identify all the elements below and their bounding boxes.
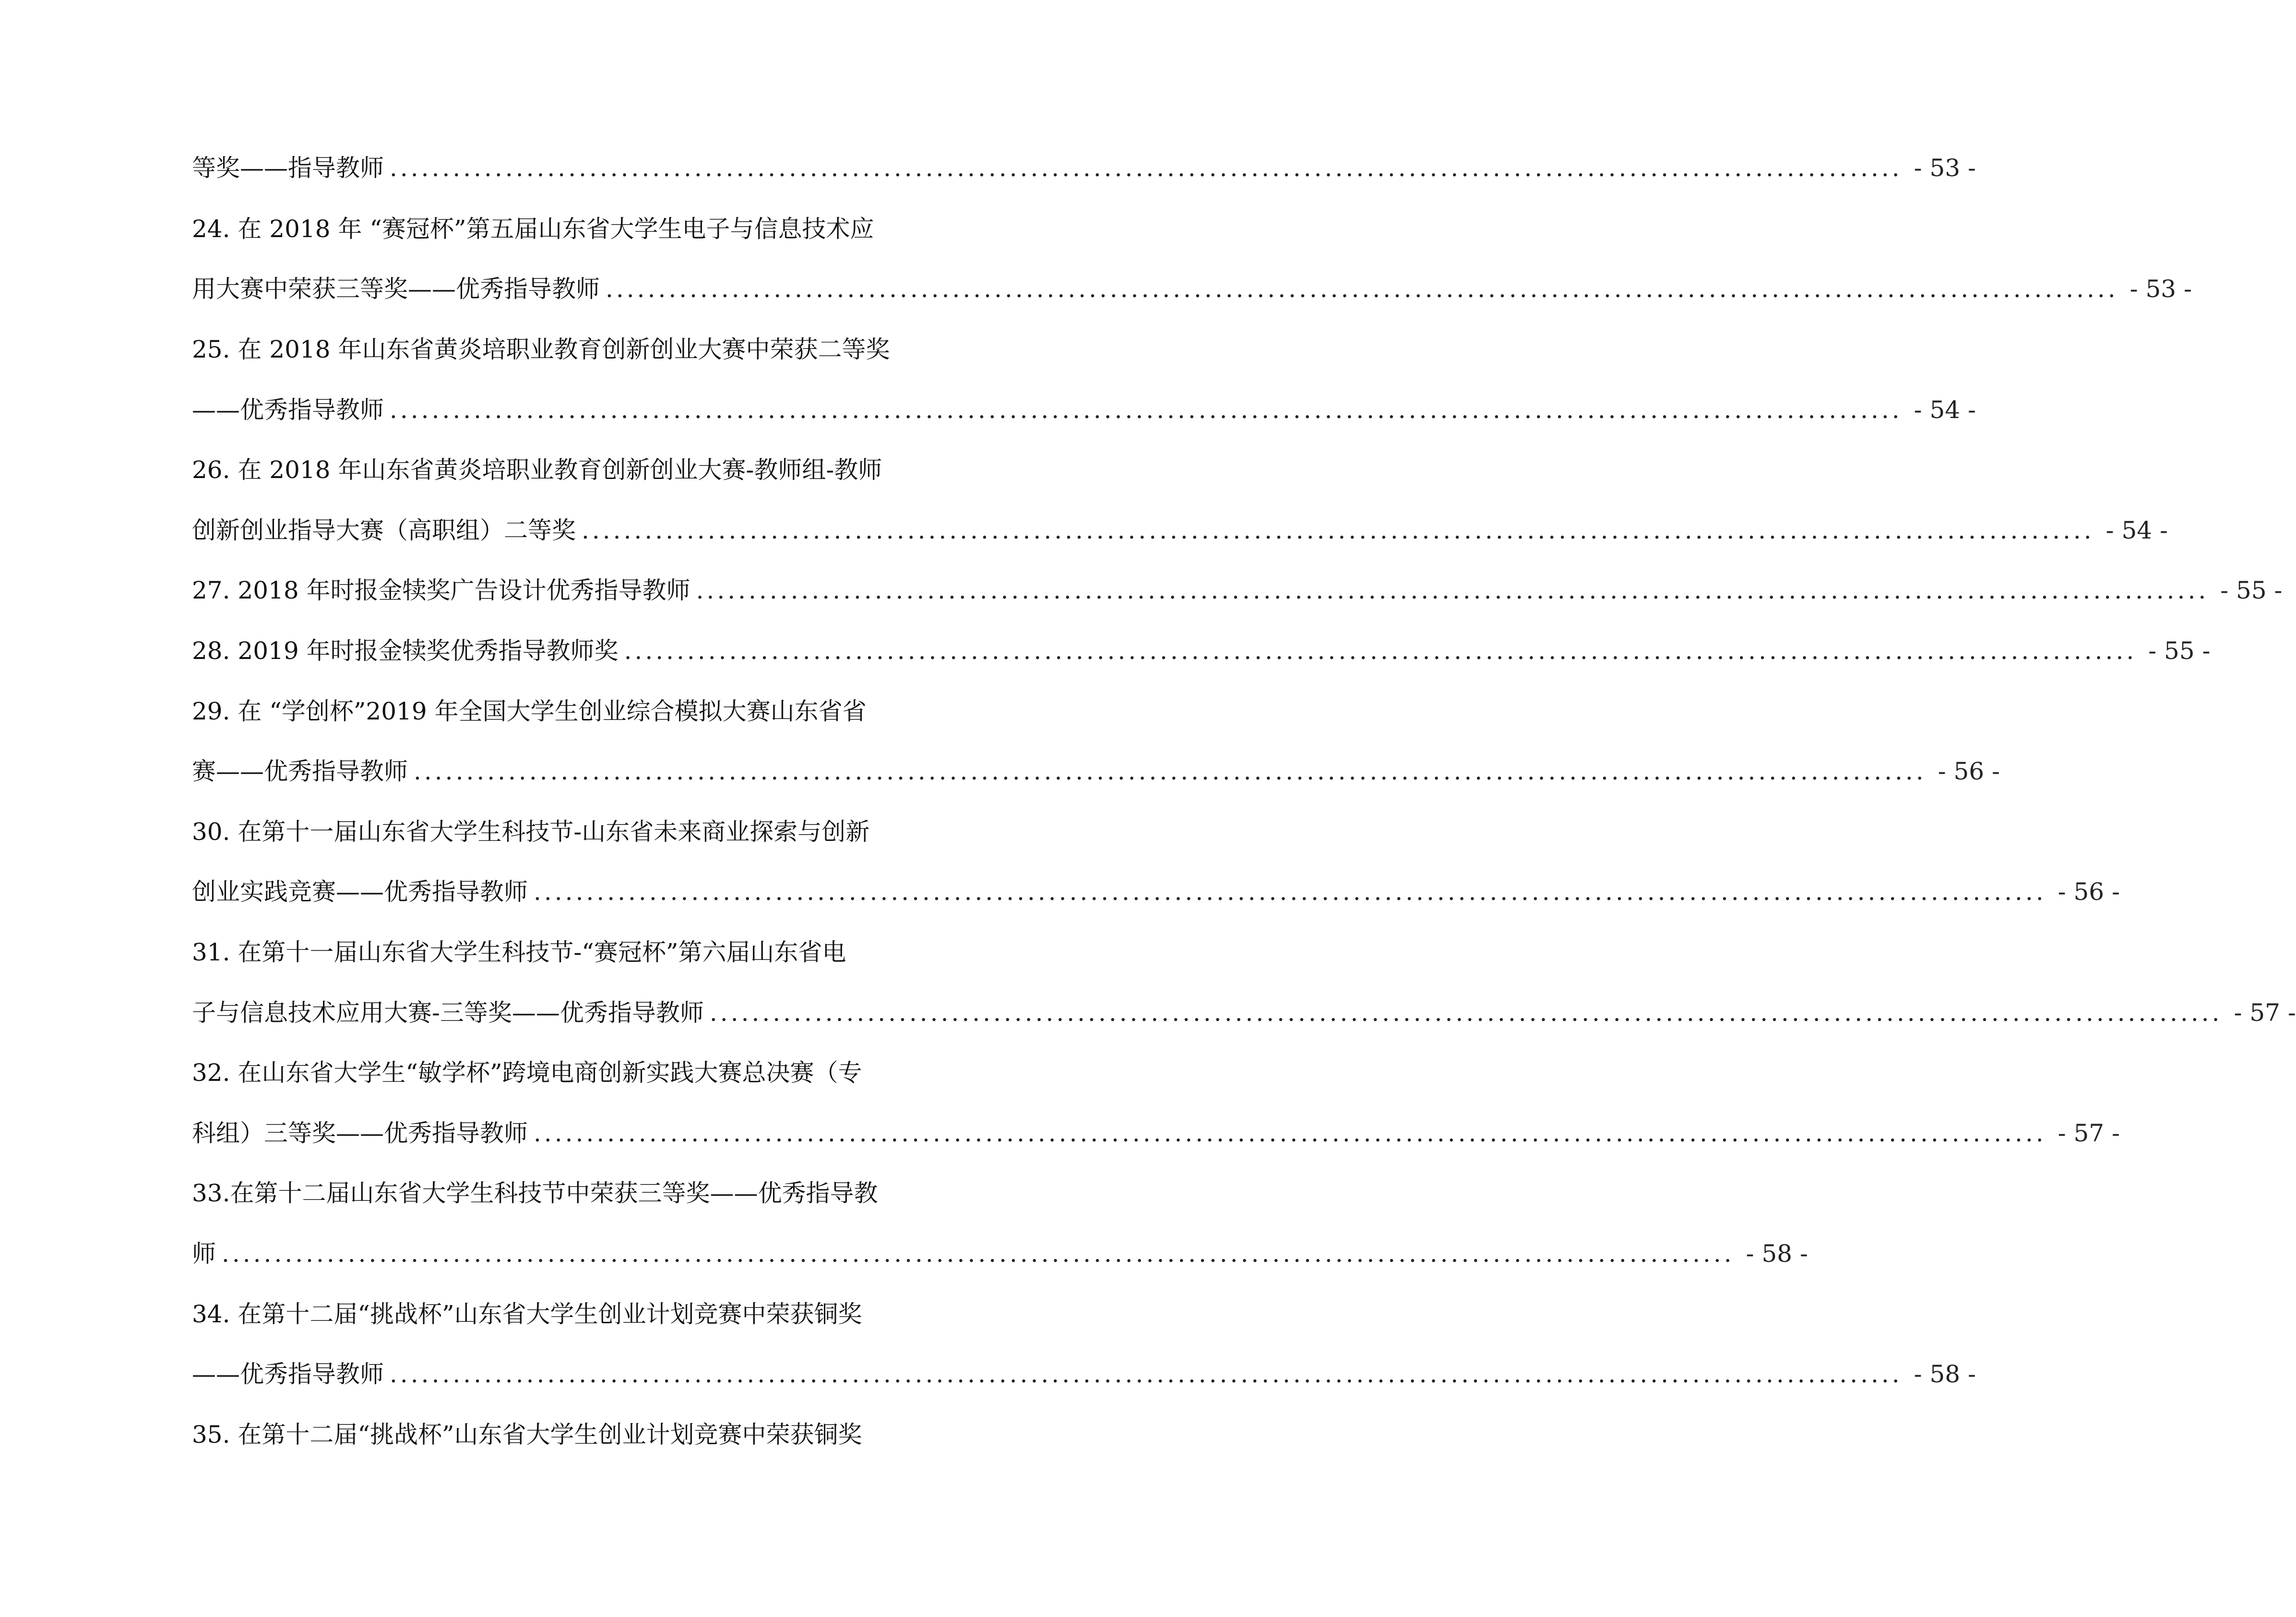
- toc-entry-33-line-1[interactable]: [192, 1176, 969, 1210]
- toc-entry-text: 34. 在第十二届“挑战杯”山东省大学生创业计划竞赛中荣获铜奖: [192, 1300, 862, 1328]
- toc-entry-text: 28. 2019 年时报金犊奖优秀指导教师奖: [192, 637, 619, 665]
- toc-entry-30-line-2[interactable]: [192, 874, 2120, 909]
- page-number: - 58 -: [1746, 1240, 1808, 1268]
- toc-entry-text: 24. 在 2018 年 “赛冠杯”第五届山东省大学生电子与信息技术应: [192, 215, 874, 243]
- toc-entry-32-line-1[interactable]: [192, 1055, 969, 1090]
- toc-entry-text: ——优秀指导教师: [192, 396, 384, 424]
- toc-entry-25-line-2[interactable]: [192, 393, 1976, 427]
- dot-leader: ................................................................................................................................................: [696, 576, 2209, 604]
- toc-entry-text: 35. 在第十二届“挑战杯”山东省大学生创业计划竞赛中荣获铜奖: [192, 1421, 862, 1449]
- toc-entry-26-line-1[interactable]: [192, 453, 969, 487]
- dot-leader: ................................................................................................................................................: [582, 516, 2094, 544]
- dot-leader: ................................................................................................................................................: [534, 1119, 2046, 1147]
- page-number: - 53 -: [2129, 275, 2192, 303]
- toc-entry-23-line-2[interactable]: [192, 151, 1976, 185]
- page-number: - 56 -: [1938, 757, 2000, 785]
- toc-entry-text: 29. 在 “学创杯”2019 年全国大学生创业综合模拟大赛山东省省: [192, 697, 867, 725]
- dot-leader: ................................................................................................................................................: [414, 757, 1927, 785]
- toc-entry-text: 科组）三等奖——优秀指导教师: [192, 1119, 528, 1147]
- toc-entry-31-line-1[interactable]: [192, 935, 969, 970]
- toc-entry-34-line-1[interactable]: [192, 1297, 969, 1331]
- toc-entry-35-line-1[interactable]: [192, 1417, 969, 1452]
- toc-entry-text: 子与信息技术应用大赛-三等奖——优秀指导教师: [192, 999, 704, 1027]
- toc-entry-30-line-1[interactable]: [192, 814, 969, 849]
- toc-entry-text: 32. 在山东省大学生“敏学杯”跨境电商创新实践大赛总决赛（专: [192, 1059, 862, 1087]
- page-number: - 57 -: [2058, 1119, 2120, 1147]
- toc-entry-text: 27. 2018 年时报金犊奖广告设计优秀指导教师: [192, 576, 690, 604]
- page-number: - 55 -: [2148, 637, 2211, 665]
- toc-entry-text: 师: [192, 1240, 216, 1268]
- toc-entry-text: ——优秀指导教师: [192, 1360, 384, 1388]
- toc-entry-text: 用大赛中荣获三等奖——优秀指导教师: [192, 275, 600, 303]
- page-number: - 56 -: [2058, 878, 2120, 906]
- toc-entry-27[interactable]: [192, 573, 2283, 608]
- toc-entry-33-line-2[interactable]: [192, 1236, 1808, 1271]
- toc-entry-text: 赛——优秀指导教师: [192, 757, 408, 785]
- dot-leader: ................................................................................................................................................: [624, 637, 2137, 665]
- page-number: - 55 -: [2220, 576, 2283, 604]
- toc-entry-32-line-2[interactable]: [192, 1116, 2120, 1150]
- page-number: - 54 -: [1914, 396, 1976, 424]
- toc-entry-25-line-1[interactable]: [192, 332, 969, 367]
- toc-entry-26-line-2[interactable]: [192, 513, 2168, 548]
- dot-leader: ................................................................................................................................................: [390, 396, 1903, 424]
- dot-leader: ................................................................................................................................................: [606, 275, 2118, 303]
- dot-leader: ................................................................................................................................................: [534, 878, 2046, 906]
- toc-entry-24-line-1[interactable]: [192, 212, 969, 246]
- toc-entry-text: 26. 在 2018 年山东省黄炎培职业教育创新创业大赛-教师组-教师: [192, 456, 882, 484]
- toc-entry-text: 等奖——指导教师: [192, 154, 384, 182]
- page-number: - 53 -: [1914, 154, 1976, 182]
- toc-entry-29-line-2[interactable]: [192, 754, 2000, 789]
- toc-entry-text: 创业实践竞赛——优秀指导教师: [192, 878, 528, 906]
- dot-leader: ................................................................................................................................................: [390, 154, 1903, 182]
- toc-entry-34-line-2[interactable]: [192, 1357, 1976, 1391]
- page-number: - 58 -: [1914, 1360, 1976, 1388]
- toc-entry-text: 33.在第十二届山东省大学生科技节中荣获三等奖——优秀指导教: [192, 1179, 878, 1207]
- dot-leader: ................................................................................................................................................: [222, 1240, 1735, 1268]
- toc-entry-text: 31. 在第十一届山东省大学生科技节-“赛冠杯”第六届山东省电: [192, 938, 846, 966]
- toc-entry-text: 创新创业指导大赛（高职组）二等奖: [192, 516, 576, 544]
- page-number: - 54 -: [2106, 516, 2168, 544]
- dot-leader: ................................................................................................................................................: [709, 999, 2223, 1027]
- toc-entry-text: 25. 在 2018 年山东省黄炎培职业教育创新创业大赛中荣获二等奖: [192, 335, 890, 363]
- toc-entry-24-line-2[interactable]: [192, 272, 2192, 306]
- dot-leader: ................................................................................................................................................: [390, 1360, 1903, 1388]
- toc-entry-28[interactable]: [192, 634, 2211, 668]
- toc-entry-text: 30. 在第十一届山东省大学生科技节-山东省未来商业探索与创新: [192, 818, 870, 846]
- toc-entry-29-line-1[interactable]: [192, 694, 969, 729]
- toc-entry-31-line-2[interactable]: [192, 995, 2296, 1030]
- page-number: - 57 -: [2234, 999, 2296, 1027]
